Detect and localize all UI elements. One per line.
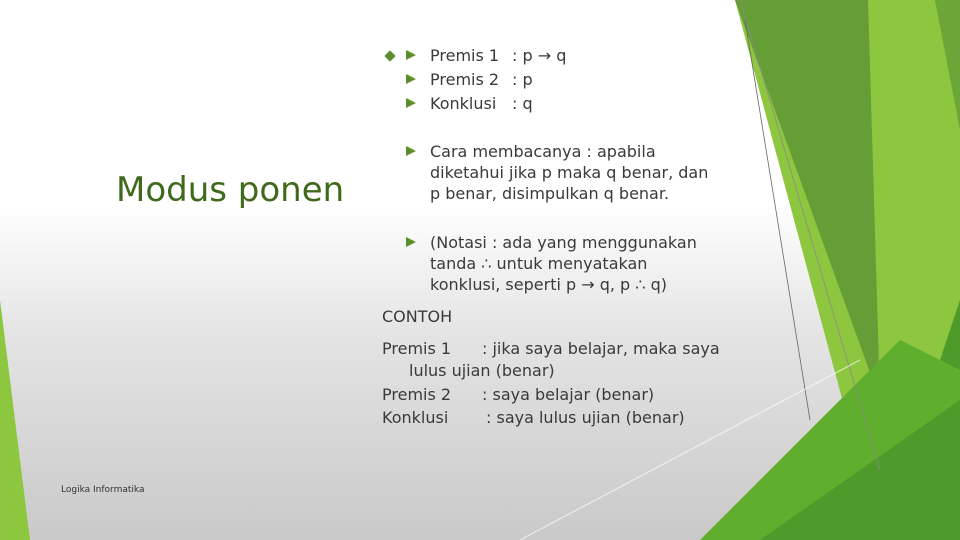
premise-value: : p → q (512, 46, 567, 65)
premise-label: Premis 2 (430, 70, 500, 89)
notation-note (430, 232, 697, 295)
notation-line: konklusi, seperti p → q, p ∴ q) (430, 275, 667, 294)
premise-label: Konklusi (430, 94, 497, 113)
reading-explanation (430, 141, 708, 204)
premise-value: : p (512, 70, 533, 89)
example-label: Konklusi (382, 408, 449, 427)
example-value: lulus ujian (benar) (409, 361, 555, 380)
example-value: : saya lulus ujian (benar) (486, 408, 685, 427)
reading-line: diketahui jika p maka q benar, dan (430, 163, 709, 182)
triangle-bullet-icon (406, 146, 416, 156)
reading-line: p benar, disimpulkan q benar. (430, 184, 670, 203)
triangle-bullet-icon (406, 74, 416, 84)
left-green-stripe (0, 300, 30, 540)
premise-value: : q (512, 94, 533, 113)
notation-line: tanda ∴ untuk menyatakan (430, 254, 648, 273)
example-label: Premis 1 (382, 339, 452, 358)
slide-footer: Logika Informatika (61, 485, 145, 495)
example-value: : saya belajar (benar) (482, 385, 655, 404)
triangle-bullet-icon (406, 237, 416, 247)
slide-title: Modus ponen (116, 170, 345, 210)
example-label: Premis 2 (382, 385, 452, 404)
premise-label: Premis 1 (430, 46, 500, 65)
example-heading: CONTOH (382, 307, 453, 326)
right-dark-facet (735, 0, 880, 400)
reading-line: Cara membacanya : apabila (430, 142, 656, 161)
example-value: : jika saya belajar, maka saya (482, 339, 720, 358)
notation-line: (Notasi : ada yang menggunakan (430, 233, 697, 252)
triangle-bullet-icon (406, 50, 416, 60)
triangle-bullet-icon (406, 98, 416, 108)
